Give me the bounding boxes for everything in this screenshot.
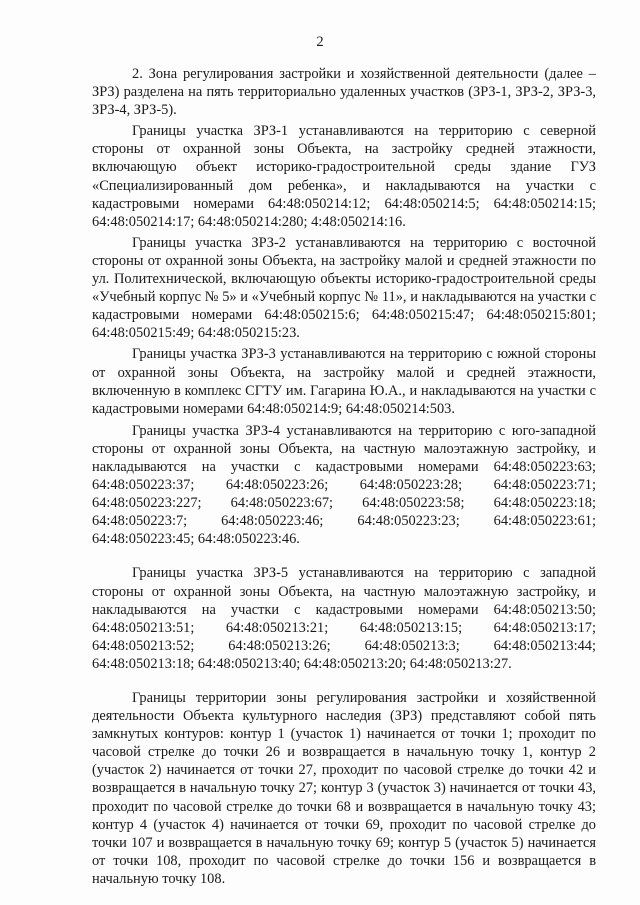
paragraph-zrz-2: Границы участка ЗРЗ-2 устанавливаются на территорию с восточной стороны от охранной зоны Объекта, на застройку малой и средней этажности по ул. Политехнической, включающую объекты историко-градостроительной среды «Учебный корпус № 5» и «Учебный корпус № 11», и накладываются на участки с кадастровыми номерами 64:48:050215:6; 64:48:050215:47; 64:48:050215:801; 64:48:050215:49; 64:48:050215:23. — [92, 234, 596, 342]
paragraph-contours: Границы территории зоны регулирования застройки и хозяйственной деятельности Объекта культурного наследия (ЗРЗ) представляют собой пять замкнутых контуров: контур 1 (участок 1) начинается от точки 1; проходит по часовой стрелке до точки 26 и возвращается в начальную точку 1, контур 2 (участок 2) начинается от точки 27, проходит по часовой стрелке до точки 42 и возвращается в начальную точку 27; контур 3 (участок 3) начинается от точки 43, проходит по часовой стрелке до точки 68 и возвращается в начальную точку 43; контур 4 (участок 4) начинается от точки 69, проходит по часовой стрелке до точки 107 и возвращается в начальную точку 69; контур 5 (участок 5) начинается от точки 108, проходит по часовой стрелке до точки 156 и возвращается в начальную точку 108. — [92, 690, 596, 887]
document-body — [92, 65, 596, 888]
paragraph-zrz-4: Границы участка ЗРЗ-4 устанавливаются на территорию с юго-западной стороны от охранной зоны Объекта, на частную малоэтажную застройку, и накладываются на участки с кадастровыми номерами 64:48:050223:63; 64:48:050223:37; 64:48:050223:26; 64:48:050223:28; 64:48:050223:71; 64:48:050223:227; 64:48:050223:67; 64:48:050223:58; 64:48:050223:18; 64:48:050223:7; 64:48:050223:46; 64:48:050223:23; 64:48:050223:61; 64:48:050223:45; 64:48:050223:46. — [92, 422, 596, 548]
paragraph-zrz-1: Границы участка ЗРЗ-1 устанавливаются на территорию с северной стороны от охранной зоны Объекта, на застройку средней этажности, включающую объект историко-градостроительной среды здание ГУЗ «Специализированный дом ребенка», и накладываются на участки с кадастровыми номерами 64:48:050214:12; 64:48:050214:5; 64:48:050214:15; 64:48:050214:17; 64:48:050214:280; 4:48:050214:16. — [92, 123, 596, 230]
paragraph-zrz-5: Границы участка ЗРЗ-5 устанавливаются на территорию с западной стороны от охранной зоны Объекта, на частную малоэтажную застройку, и накладываются на участки с кадастровыми номерами 64:48:050213:50; 64:48:050213:51; 64:48:050213:21; 64:48:050213:15; 64:48:050213:17; 64:48:050213:52; 64:48:050213:26; 64:48:050213:3; 64:48:050213:44; 64:48:050213:18; 64:48:050213:40; 64:48:050213:20; 64:48:050213:27. — [92, 565, 596, 672]
paragraph-zrz-3: Границы участка ЗРЗ-3 устанавливаются на территорию с южной стороны от охранной зоны Объекта, на застройку малой и средней этажности, включенную в комплекс СГТУ им. Гагарина Ю.А., и накладываются на участки с кадастровыми номерами 64:48:050214:9; 64:48:050214:503. — [92, 346, 596, 417]
paragraph-zones-intro: 2. Зона регулирования застройки и хозяйственной деятельности (далее – ЗРЗ) разделена на пять территориально удаленных участков (ЗРЗ-1, ЗРЗ-2, ЗРЗ-3, ЗРЗ-4, ЗРЗ-5). — [92, 66, 596, 119]
page-number: 2 — [316, 34, 324, 50]
